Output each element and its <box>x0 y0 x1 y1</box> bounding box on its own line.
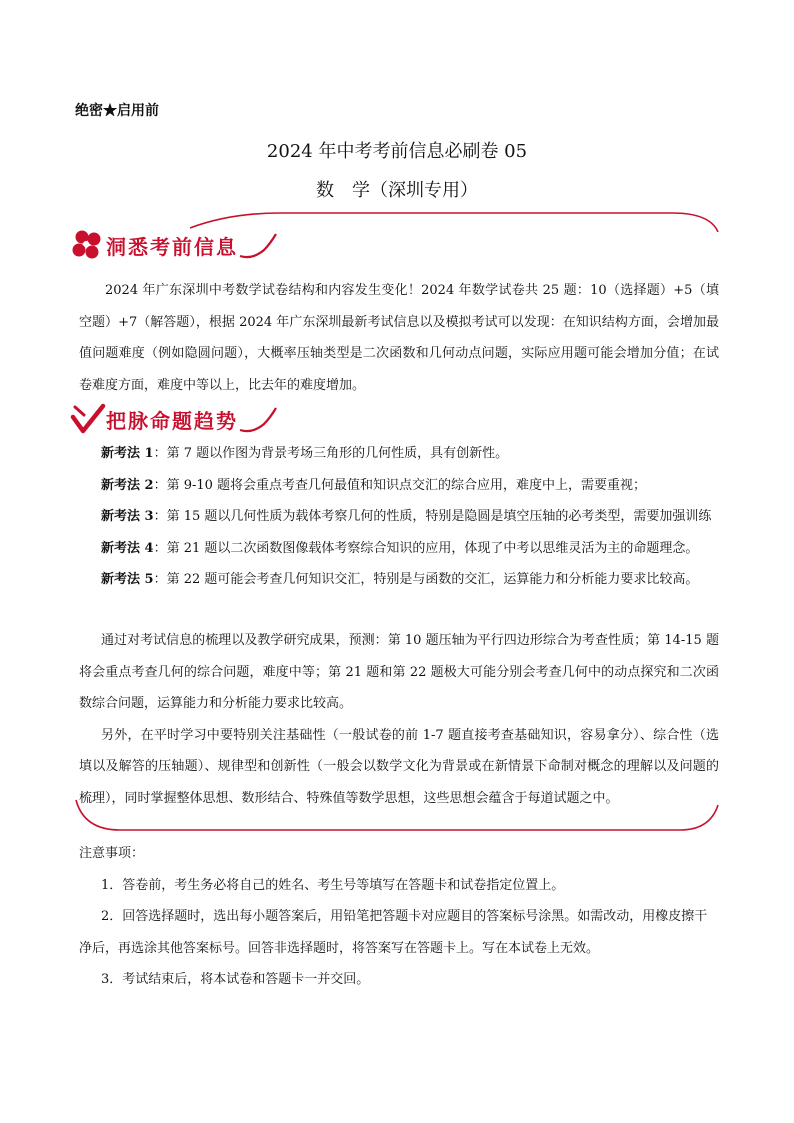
secret-label: 绝密★启用前 <box>75 103 159 119</box>
law-text: ：第 15 题以几何性质为载体考察几何的性质，特别是隐圆是填空压轴的必考类型，需要加强训练 <box>153 509 712 524</box>
notice-heading: 注意事项： <box>79 846 145 861</box>
section-heading-trend-text: 把脉命题趋势 <box>106 408 238 433</box>
list-item <box>79 501 719 533</box>
list-item: 3．考试结束后，将本试卷和答题卡一并交回。 <box>101 972 370 987</box>
list-item <box>79 533 719 565</box>
law-label: 新考法 4 <box>101 540 154 556</box>
section-heading-info <box>70 228 278 262</box>
law-label: 新考法 3 <box>101 509 154 524</box>
list-item: 1．答卷前，考生务必将自己的姓名、考生号等填写在答题卡和试卷指定位置上。 <box>101 877 565 893</box>
page-subtitle: 数 学（深圳专用） <box>316 180 478 201</box>
list-item <box>79 470 719 502</box>
new-method-list <box>79 438 719 596</box>
law-text: ：第 9-10 题将会重点考查几何最值和知识点交汇的综合应用，难度中上，需要重视； <box>153 477 647 493</box>
law-label: 新考法 2 <box>101 477 154 493</box>
page-title: 2024 年中考考前信息必刷卷 05 <box>266 141 528 162</box>
law-text: ：第 22 题可能会考查几何知识交汇，特别是与函数的交汇，运算能力和分析能力要求比较高。 <box>153 572 699 587</box>
info-paragraph <box>79 275 719 401</box>
law-label: 新考法 5 <box>101 572 154 587</box>
notice-block <box>79 838 719 996</box>
prediction-paragraph: 通过对考试信息的梳理以及教学研究成果，预测：第 10 题压轴为平行四边形综合为考查性质；第 14-15 题将会重点考查几何的综合问题，难度中等；第 21 题和第 22 题极大可能分别会考查几何中的动点探究和二次函数综合问题，运算能力和分析能力要求比较高。 <box>79 633 719 711</box>
swoosh-icon <box>238 404 278 434</box>
list-item <box>79 438 719 470</box>
flower-icon <box>70 228 106 262</box>
checkmark-icon <box>70 403 106 435</box>
info-paragraph-text: 2024 年广东深圳中考数学试卷结构和内容发生变化！2024 年数学试卷共 25 题：10（选择题）+5（填空题）+7（解答题），根据 2024 年广东深圳最新考试信息以及模拟考试可以发现：在知识结构方面，会增加最值问题难度（例如隐圆问题），大概率压轴类型是二次函数和几何动点问题，实际应用题可能会增加分值；在试卷难度方面，难度中等以上，比去年的难度增加。 <box>79 283 719 393</box>
list-item: 2．回答选择题时，选出每小题答案后，用铅笔把答题卡对应题目的答案标号涂黑。如需改动，用橡皮擦干净后，再选涂其他答案标号。回答非选择题时，将答案写在答题卡上。写在本试卷上无效。 <box>79 909 708 956</box>
law-text: ：第 7 题以作图为背景考场三角形的几何性质，具有创新性。 <box>153 446 509 461</box>
swoosh-icon <box>238 230 278 260</box>
advice-paragraph: 另外，在平时学习中要特别关注基础性（一般试卷的前 1-7 题直接考查基础知识，容易拿分）、综合性（选填以及解答的压轴题）、规律型和创新性（一般会以数学文化为背景或在新情景下命制对概念的理解以及问题的梳理），同时掌握整体思想、数形结合、特殊值等数学思想，这些思想会蕴含于每道试题之中。 <box>79 727 719 806</box>
section-heading-trend <box>70 403 278 435</box>
law-text: ：第 21 题以二次函数图像载体考察综合知识的应用，体现了中考以思维灵活为主的命题理念。 <box>153 540 699 556</box>
prediction-block <box>79 625 719 814</box>
list-item <box>79 564 719 596</box>
law-label: 新考法 1 <box>101 446 154 461</box>
section-heading-info-text: 洞悉考前信息 <box>106 234 238 259</box>
